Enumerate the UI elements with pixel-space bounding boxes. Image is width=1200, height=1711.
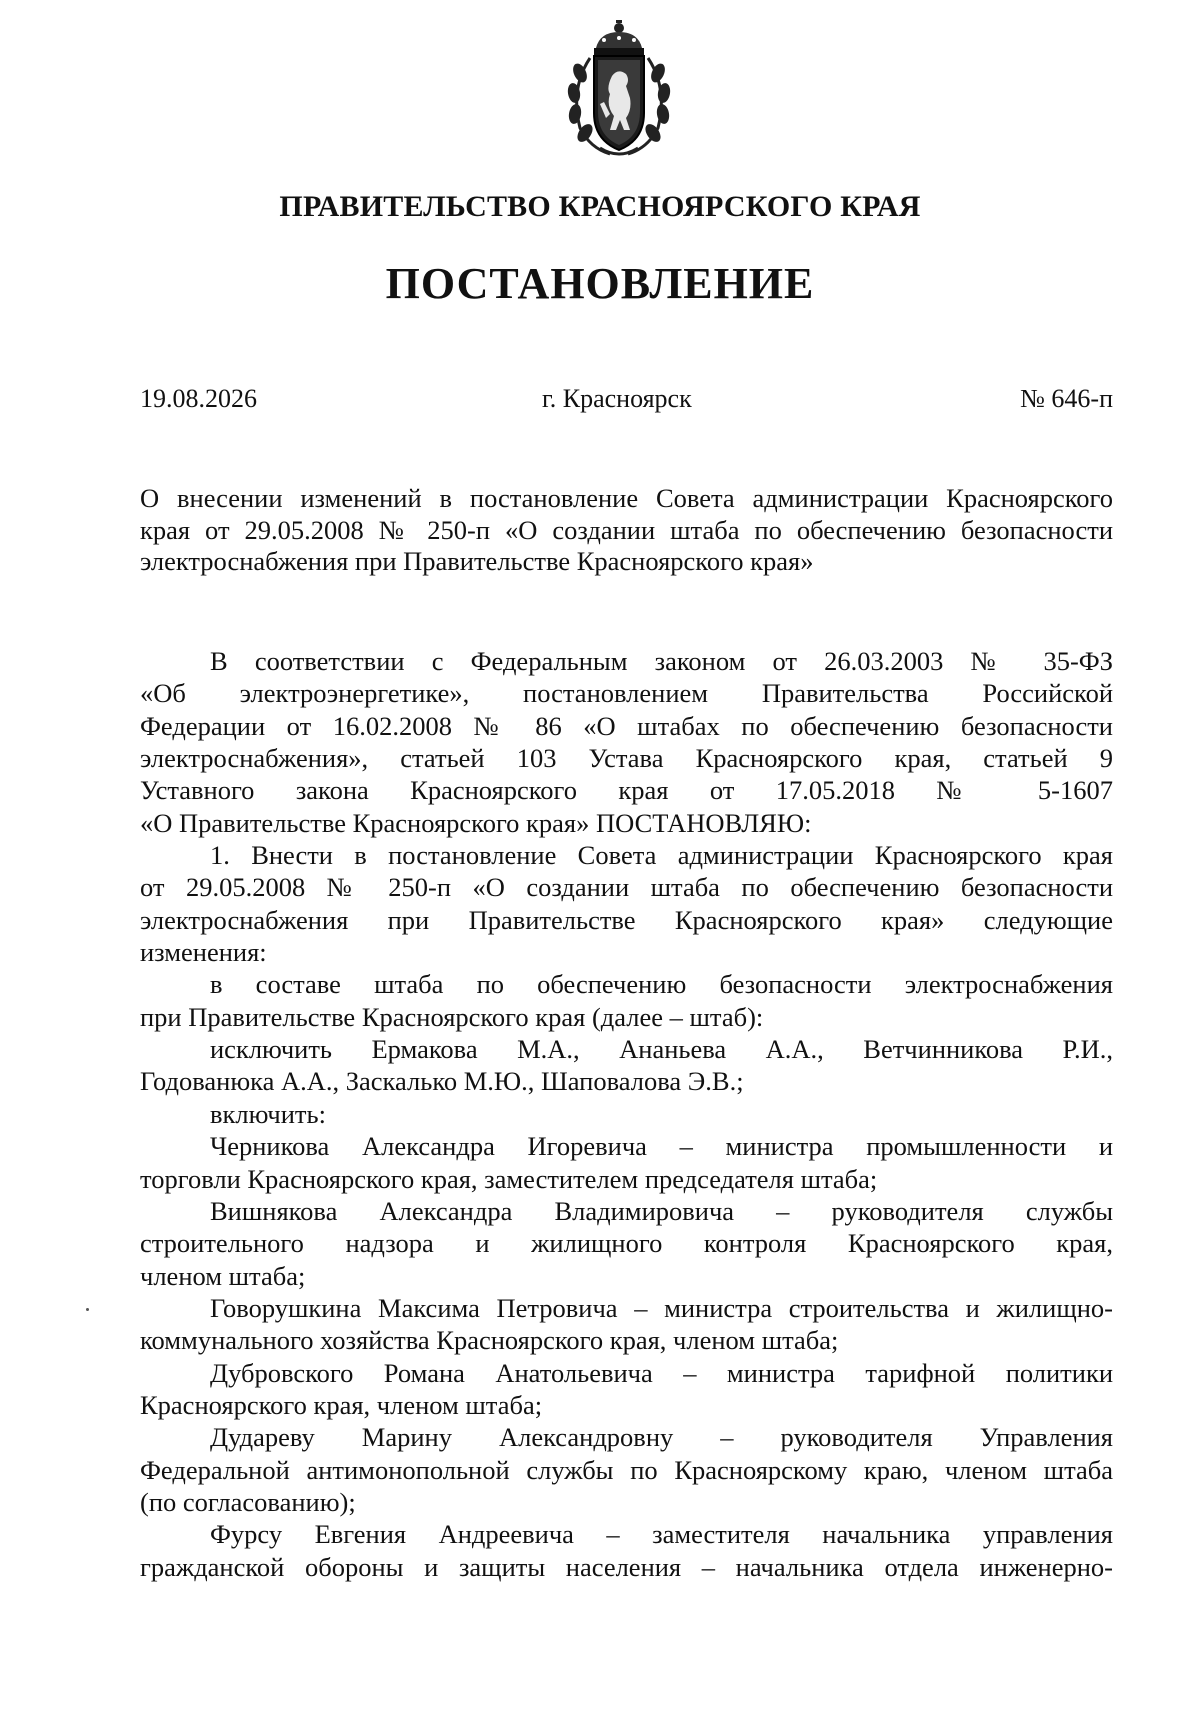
body-line: гражданской обороны и защиты населения – начальника отдела инженерно- bbox=[140, 1551, 1113, 1582]
body-line: Федерации от 16.02.2008 № 86 «О штабах по обеспечению безопасности bbox=[140, 710, 1113, 741]
government-title: ПРАВИТЕЛЬСТВО КРАСНОЯРСКОГО КРАЯ bbox=[279, 190, 921, 223]
subject-line: О внесении изменений в постановление Совета администрации Красноярского bbox=[140, 483, 1113, 513]
subject-line: электроснабжения при Правительстве Красноярского края» bbox=[140, 546, 814, 576]
body-line: «О Правительстве Красноярского края» ПОСТАНОВЛЯЮ: bbox=[140, 807, 812, 838]
document-type-title: ПОСТАНОВЛЕНИЕ bbox=[385, 259, 815, 308]
body-line: в составе штаба по обеспечению безопасности электроснабжения bbox=[210, 969, 1113, 1000]
body-line: Красноярского края, членом штаба; bbox=[140, 1389, 543, 1420]
document-city: г. Красноярск bbox=[542, 384, 692, 413]
body-line: Говорушкина Максима Петровича – министра строительства и жилищно- bbox=[210, 1292, 1113, 1323]
body-line: «Об электроэнергетике», постановлением Правительства Российской bbox=[140, 678, 1113, 709]
body-line: электроснабжения», статьей 103 Устава Красноярского края, статьей 9 bbox=[140, 743, 1113, 774]
body-line: членом штаба; bbox=[140, 1260, 306, 1291]
document-date: 19.08.2026 bbox=[140, 384, 257, 413]
subject-line: края от 29.05.2008 № 250-п «О создании штаба по обеспечению безопасности bbox=[140, 514, 1113, 545]
body-line: включить: bbox=[210, 1098, 326, 1129]
body-line: Черникова Александра Игоревича – министра промышленности и bbox=[210, 1131, 1113, 1162]
body-line: Вишнякова Александра Владимировича – руководителя службы bbox=[210, 1195, 1113, 1226]
body-line: торговли Красноярского края, заместителем председателя штаба; bbox=[140, 1163, 878, 1194]
document-number: № 646-п bbox=[1020, 384, 1113, 413]
body-line: электроснабжения при Правительстве Красноярского края» следующие bbox=[140, 904, 1113, 935]
krasnoyarsk-coat-of-arms-icon bbox=[560, 18, 678, 160]
body-line: строительного надзора и жилищного контроля Красноярского края, bbox=[140, 1228, 1113, 1259]
body-line: изменения: bbox=[140, 937, 267, 968]
body-line: В соответствии с Федеральным законом от 26.03.2003 № 35-ФЗ bbox=[210, 646, 1113, 676]
body-line: исключить Ермакова М.А., Ананьева А.А., Ветчинникова Р.И., bbox=[210, 1034, 1113, 1065]
document-subject bbox=[140, 483, 1113, 578]
body-line: коммунального хозяйства Красноярского края, членом штаба; bbox=[140, 1325, 839, 1356]
document-meta-row bbox=[140, 384, 1113, 418]
body-line: 1. Внести в постановление Совета администрации Красноярского края bbox=[210, 840, 1113, 871]
body-line: Дудареву Марину Александровну – руководителя Управления bbox=[210, 1422, 1113, 1453]
body-line: при Правительстве Красноярского края (далее – штаб): bbox=[140, 1001, 764, 1032]
document-body bbox=[140, 645, 1113, 1583]
body-line: Дубровского Романа Анатольевича – министра тарифной политики bbox=[210, 1357, 1113, 1388]
body-line: Федеральной антимонопольной службы по Красноярскому краю, членом штаба bbox=[140, 1454, 1113, 1485]
scan-speck bbox=[86, 1308, 89, 1311]
body-line: Годованюка А.А., Заскалько М.Ю., Шаповалова Э.В.; bbox=[140, 1066, 744, 1097]
body-line: Фурсу Евгения Андреевича – заместителя начальника управления bbox=[210, 1519, 1113, 1550]
body-line: (по согласованию); bbox=[140, 1486, 356, 1517]
body-line: от 29.05.2008 № 250-п «О создании штаба по обеспечению безопасности bbox=[140, 872, 1113, 903]
body-line: Уставного закона Красноярского края от 17.05.2018 № 5-1607 bbox=[140, 775, 1113, 806]
